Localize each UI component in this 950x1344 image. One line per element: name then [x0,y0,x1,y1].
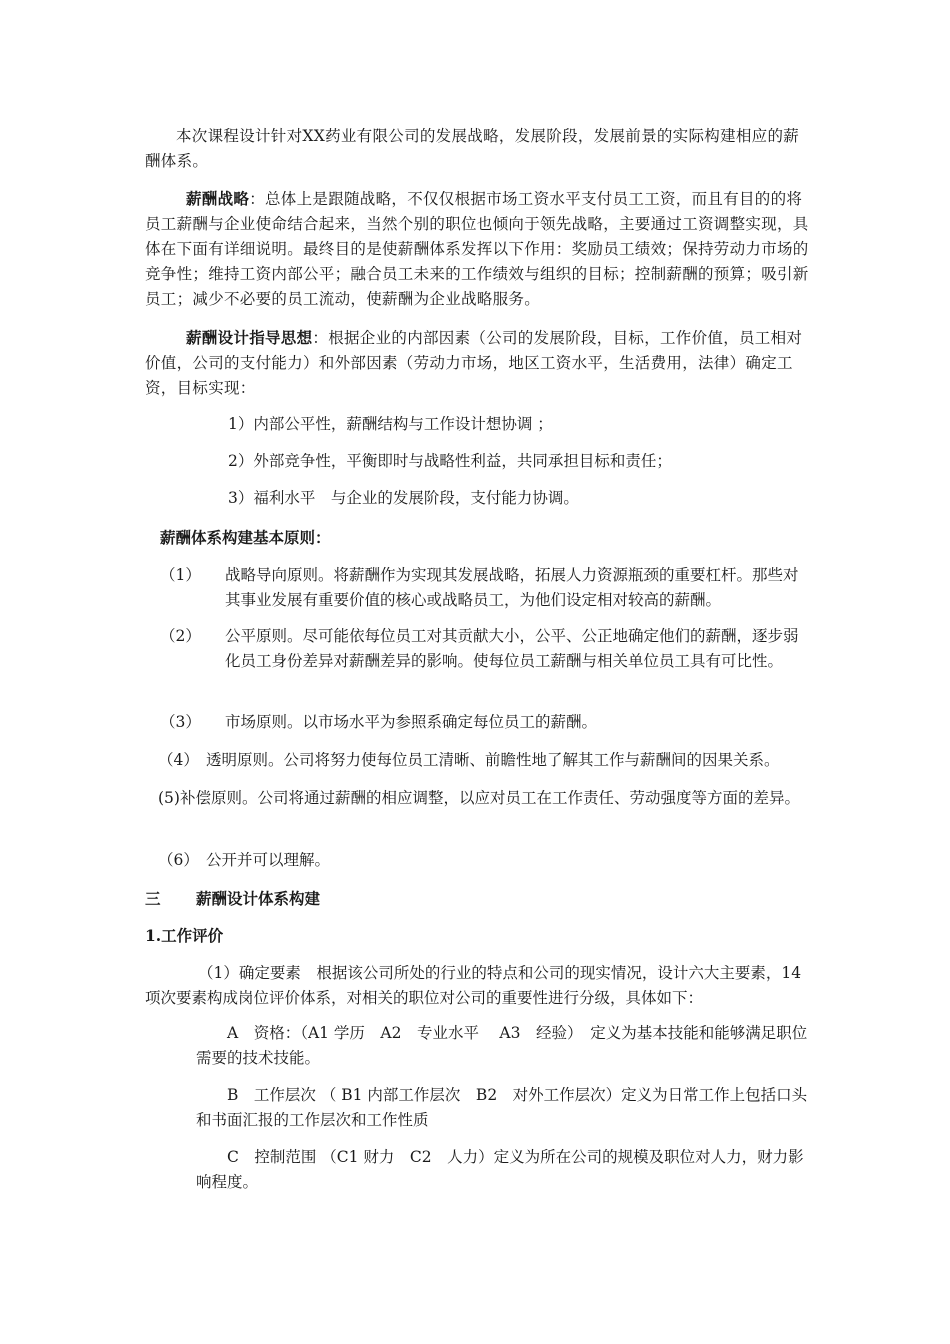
strategy-text: ：总体上是跟随战略，不仅仅根据市场工资水平支付员工工资，而且有目的的将员工薪酬与企业使命结合起来，当然个别的职位也倾向于领先战略，主要通过工资调整实现，具体在下面有详细说明。最终目的是使薪酬体系发挥以下作用：奖励员工绩效；保持劳动力市场的竞争性；维持工资内部公平；融合员工未来的工作绩效与组织的目标；控制薪酬的预算；吸引新员工；减少不必要的员工流动，使薪酬为企业战略服务。 [145,190,809,308]
goal-item: 3）福利水平 与企业的发展阶段，支付能力协调。 [228,489,579,507]
job-evaluation-heading: 1.工作评价 [145,926,224,945]
factor-item: A 资格：（A1 学历 A2 专业水平 A3 经验） 定义为基本技能和能够满足职位需要的技术技能。 [196,1024,808,1067]
strategy-label: 薪酬战略 [186,189,250,208]
factor-item: C 控制范围 （C1 财力 C2 人力）定义为所在公司的规模及职位对人力，财力影响程度。 [196,1148,804,1191]
section-title: 薪酬设计体系构建 [196,889,321,908]
principle-number: （1） [160,566,201,584]
factor-item: B 工作层次 （ B1 内部工作层次 B2 对外工作层次）定义为日常工作上包括口头和书面汇报的工作层次和工作性质 [196,1086,808,1129]
guiding-paragraph [145,325,813,401]
principle-text: 公开并可以理解。 [206,851,331,869]
principle-text: 市场原则。以市场水平为参照系确定每位员工的薪酬。 [225,713,598,731]
goal-item: 2）外部竞争性，平衡即时与战略性利益，共同承担目标和责任； [228,452,672,470]
principles-heading: 薪酬体系构建基本原则： [160,528,331,547]
job-evaluation-paragraph: （1）确定要素 根据该公司所处的行业的特点和公司的现实情况，设计六大主要素，14项次要素构成岗位评价体系，对相关的职位对公司的重要性进行分级，具体如下： [145,964,802,1007]
principle-number: (5) [158,789,180,807]
guiding-text: ：根据企业的内部因素（公司的发展阶段，目标，工作价值，员工相对价值，公司的支付能力）和外部因素（劳动力市场，地区工资水平，生活费用，法律）确定工资，目标实现： [145,329,803,397]
principle-text: 战略导向原则。将薪酬作为实现其发展战略，拓展人力资源瓶颈的重要杠杆。那些对其事业发展有重要价值的核心或战略员工，为他们设定相对较高的薪酬。 [225,566,799,609]
principle-number: （2） [160,627,201,645]
guiding-label: 薪酬设计指导思想 [186,328,313,347]
principle-number: （4） [158,751,199,769]
intro-paragraph: 本次课程设计针对XX药业有限公司的发展战略，发展阶段，发展前景的实际构建相应的薪酬体系。 [145,127,800,170]
principle-item [158,786,813,811]
principle-number: （3） [160,713,201,731]
strategy-paragraph [145,186,813,312]
goal-item: 1）内部公平性，薪酬结构与工作设计想协调 ； [228,415,553,433]
section-number: 三 [145,889,161,908]
principle-text: 补偿原则。公司将通过薪酬的相应调整，以应对员工在工作责任、劳动强度等方面的差异。 [179,789,800,807]
principle-text: 公平原则。尽可能依每位员工对其贡献大小，公平、公正地确定他们的薪酬，逐步弱化员工身份差异对薪酬差异的影响。使每位员工薪酬与相关单位员工具有可比性。 [225,627,799,670]
principle-number: （6） [158,851,199,869]
principle-text: 透明原则。公司将努力使每位员工清晰、前瞻性地了解其工作与薪酬间的因果关系。 [206,751,780,769]
